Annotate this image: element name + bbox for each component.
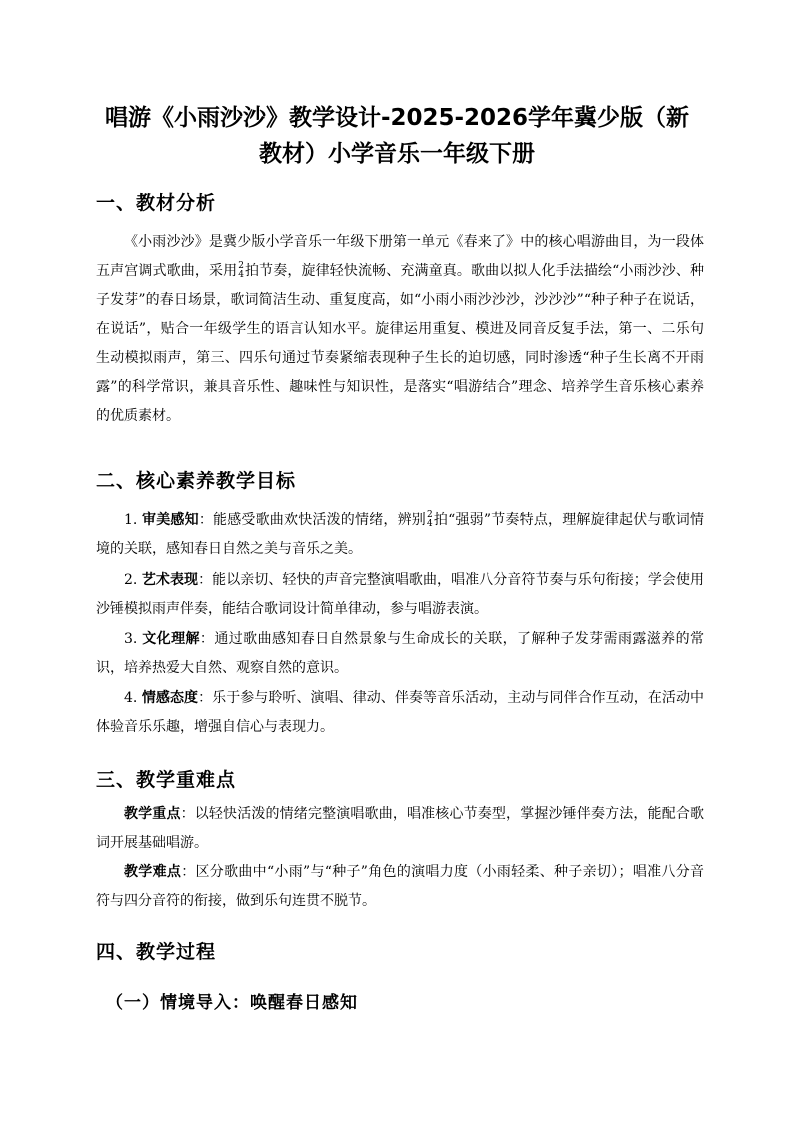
time-signature-fraction <box>238 262 244 280</box>
section-heading-analysis: 一、教材分析 <box>96 192 217 214</box>
fraction-denominator: 4 <box>238 270 244 280</box>
section-heading-goals: 二、核心素养教学目标 <box>96 470 297 492</box>
goal-label: 艺术表现 <box>141 572 199 588</box>
goal-text: ：乐于参与聆听、演唱、律动、伴奏等音乐活动，主动与同伴合作互动，在活动中体验音乐乐趣，增强自信心与表现力。 <box>96 690 705 735</box>
fraction-numerator: 2 <box>426 510 433 520</box>
goal-label: 文化理解 <box>142 631 200 647</box>
goal-text: ：能以亲切、轻快的声音完整演唱歌曲，唱准八分音符节奏与乐句衔接；学会使用沙锤模拟雨声伴奏，能结合歌词设计简单律动，参与唱游表演。 <box>96 572 705 617</box>
section-heading-key-points: 三、教学重难点 <box>96 769 237 791</box>
goal-number: 1. <box>124 512 138 528</box>
goal-label: 审美感知 <box>142 512 199 528</box>
paragraph-analysis <box>96 228 704 431</box>
fraction-numerator: 2 <box>238 261 244 271</box>
key-point-paragraph <box>96 800 704 858</box>
time-signature-fraction <box>427 511 433 529</box>
paragraph-analysis-text-b: 拍节奏，旋律轻快流畅、充满童真。歌曲以拟人化手法描绘“小雨沙沙、种子发芽”的春日场景，歌词简洁生动、重复度高，如“小雨小雨沙沙沙，沙沙沙”“种子种子在说话，在说话”，贴合一年级学生的语言认知水平。旋律运用重复、模进及同音反复手法，第一、二乐句生动模拟雨声，第三、四乐句通过节奏紧缩表现种子生长的迫切感，同时渗透“种子生长离不开雨露”的科学常识，兼具音乐性、趣味性与知识性，是落实“唱游结合”理念、培养学生音乐核心素养的优质素材。 <box>96 263 705 424</box>
goal-text-a: ：能感受歌曲欢快活泼的情绪，辨别 <box>198 512 426 528</box>
goal-number: 3. <box>124 631 138 647</box>
goal-item-2 <box>96 566 704 624</box>
key-point-label: 教学重点 <box>124 806 181 822</box>
goal-text: ：通过歌曲感知春日自然景象与生命成长的关联，了解种子发芽需雨露滋养的常识，培养热爱大自然、观察自然的意识。 <box>96 631 705 676</box>
document-title: 唱游《小雨沙沙》教学设计-2025-2026学年冀少版（新教材）小学音乐一年级下册 <box>104 105 690 167</box>
goal-text-b: 拍“强弱”节奏特点，理解旋律起伏与歌词情境的关联，感知春日自然之美与音乐之美。 <box>96 512 704 557</box>
goal-item-4 <box>96 684 704 742</box>
section-heading-process: 四、教学过程 <box>96 941 217 963</box>
key-point-text: ：以轻快活泼的情绪完整演唱歌曲，唱准核心节奏型，掌握沙锤伴奏方法，能配合歌词开展基础唱游。 <box>96 806 705 851</box>
goal-number: 2. <box>124 572 138 588</box>
fraction-denominator: 4 <box>426 519 433 529</box>
difficulty-label: 教学难点 <box>124 864 182 880</box>
paragraph-analysis-text-a: 《小雨沙沙》是冀少版小学音乐一年级下册第一单元《春来了》中的核心唱游曲目，为一段体五声宫调式歌曲，采用 <box>96 234 704 279</box>
goal-number: 4. <box>124 690 138 706</box>
subsection-heading-intro: （一）情境导入：唤醒春日感知 <box>106 993 358 1013</box>
goal-label: 情感态度 <box>141 690 199 706</box>
difficulty-text: ：区分歌曲中“小雨”与“种子”角色的演唱力度（小雨轻柔、种子亲切）；唱准八分音符与四分音符的衔接，做到乐句连贯不脱节。 <box>96 864 704 909</box>
goal-item-3 <box>96 625 704 683</box>
goal-item-1 <box>96 506 704 564</box>
difficulty-paragraph <box>96 858 704 916</box>
